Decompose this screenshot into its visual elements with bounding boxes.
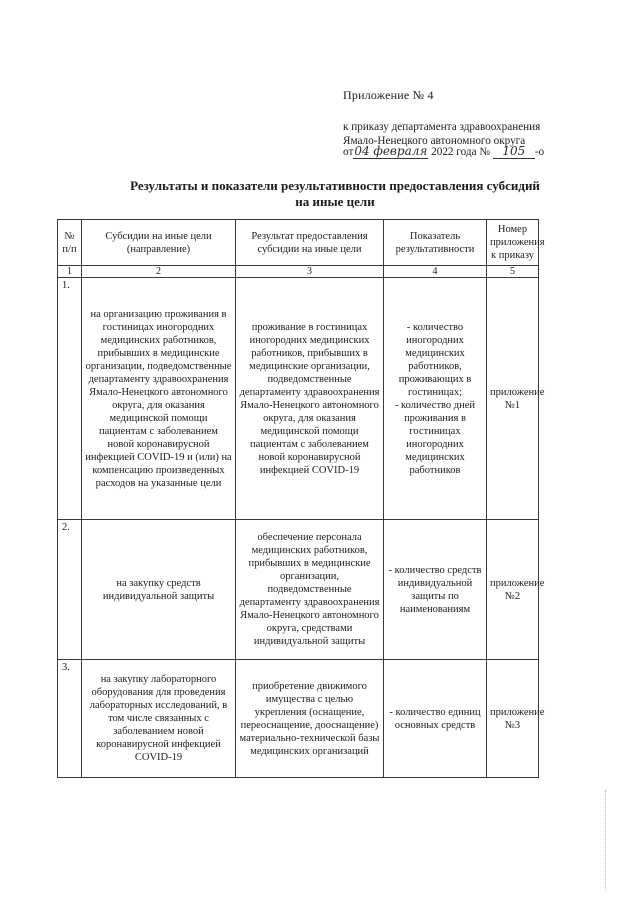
column-numbers-row xyxy=(58,266,539,278)
row-subsidy: на организацию проживания в гостиницах иногородних медицинских работников, прибывших в медицинские организации, подведомственные департаменту здравоохранения Ямало-Ненецкого автономного округа, для оказания медицинской помощи пациентам с заболеванием новой коронавирусной инфекцией COVID-19 и (или) на компенсацию произведенных расходов на указанные цели xyxy=(82,278,236,520)
date-prefix: от xyxy=(343,146,354,158)
order-ref-line1: к приказу департамента здравоохранения xyxy=(343,121,541,133)
header-num: № п/п xyxy=(58,220,82,266)
row-result: приобретение движимого имущества с целью укрепления (оснащение, переоснащение, дооснащение) материально-технической базы медицинских организаций xyxy=(236,660,384,778)
handwritten-date: 04 февраля xyxy=(354,144,428,158)
order-ref-line2: Ямало-Ненецкого автономного округа xyxy=(343,135,526,147)
row-number: 3. xyxy=(58,660,82,778)
row-subsidy: на закупку лабораторного оборудования для проведения лабораторных исследований, в том числе связанных с заболеванием новой коронавирусной инфекцией COVID-19 xyxy=(82,660,236,778)
row-result: обеспечение персонала медицинских работников, прибывших в медицинские организации, подведомственные департаменту здравоохранения Ямало-Ненецкого автономного округа, средствами индивидуальной защиты xyxy=(236,520,384,660)
column-number: 1 xyxy=(58,266,82,278)
row-subsidy: на закупку средств индивидуальной защиты xyxy=(82,520,236,660)
row-indicator: - количество единиц основных средств xyxy=(384,660,487,778)
number-suffix: -о xyxy=(534,146,545,158)
row-number: 1. xyxy=(58,278,82,520)
table-row xyxy=(58,278,539,520)
row-number: 2. xyxy=(58,520,82,660)
title-line2: на иные цели xyxy=(295,194,375,209)
order-date-line xyxy=(343,144,544,159)
header-subsidy: Субсидии на иные цели (направление) xyxy=(82,220,236,266)
table-row xyxy=(58,520,539,660)
row-indicator: - количество иногородних медицинских работников, проживающих в гостиницах; - количество дней проживания в гостиницах иногородних медицинских работников xyxy=(384,278,487,520)
row-appendix-no: приложение №3 xyxy=(487,660,539,778)
number-sign: № xyxy=(479,146,491,158)
title-line1: Результаты и показатели результативности предоставления субсидий xyxy=(130,178,540,193)
row-appendix-no: приложение №2 xyxy=(487,520,539,660)
header-appendix-no: Номер приложения к приказу xyxy=(487,220,539,266)
appendix-label: Приложение № 4 xyxy=(343,88,434,102)
scan-edge-mark xyxy=(605,790,607,890)
results-table xyxy=(57,219,545,778)
table-row xyxy=(58,660,539,778)
column-number: 5 xyxy=(487,266,539,278)
document-title xyxy=(70,178,600,210)
handwritten-number: 105 xyxy=(493,144,535,159)
year-text: 2022 года xyxy=(431,146,477,158)
row-result: проживание в гостиницах иногородних медицинских работников, прибывших в медицинские организации, подведомственные департаменту здравоохранения Ямало-Ненецкого автономного округа, для оказания медицинской помощи пациентам с заболеванием новой коронавирусной инфекцией COVID-19 xyxy=(236,278,384,520)
column-number: 4 xyxy=(384,266,487,278)
row-appendix-no: приложение №1 xyxy=(487,278,539,520)
column-number: 2 xyxy=(82,266,236,278)
header-indicator: Показатель результативности xyxy=(384,220,487,266)
header-result: Результат предоставления субсидии на иные цели xyxy=(236,220,384,266)
row-indicator: - количество средств индивидуальной защиты по наименованиям xyxy=(384,520,487,660)
table-header-row xyxy=(58,220,539,266)
column-number: 3 xyxy=(236,266,384,278)
